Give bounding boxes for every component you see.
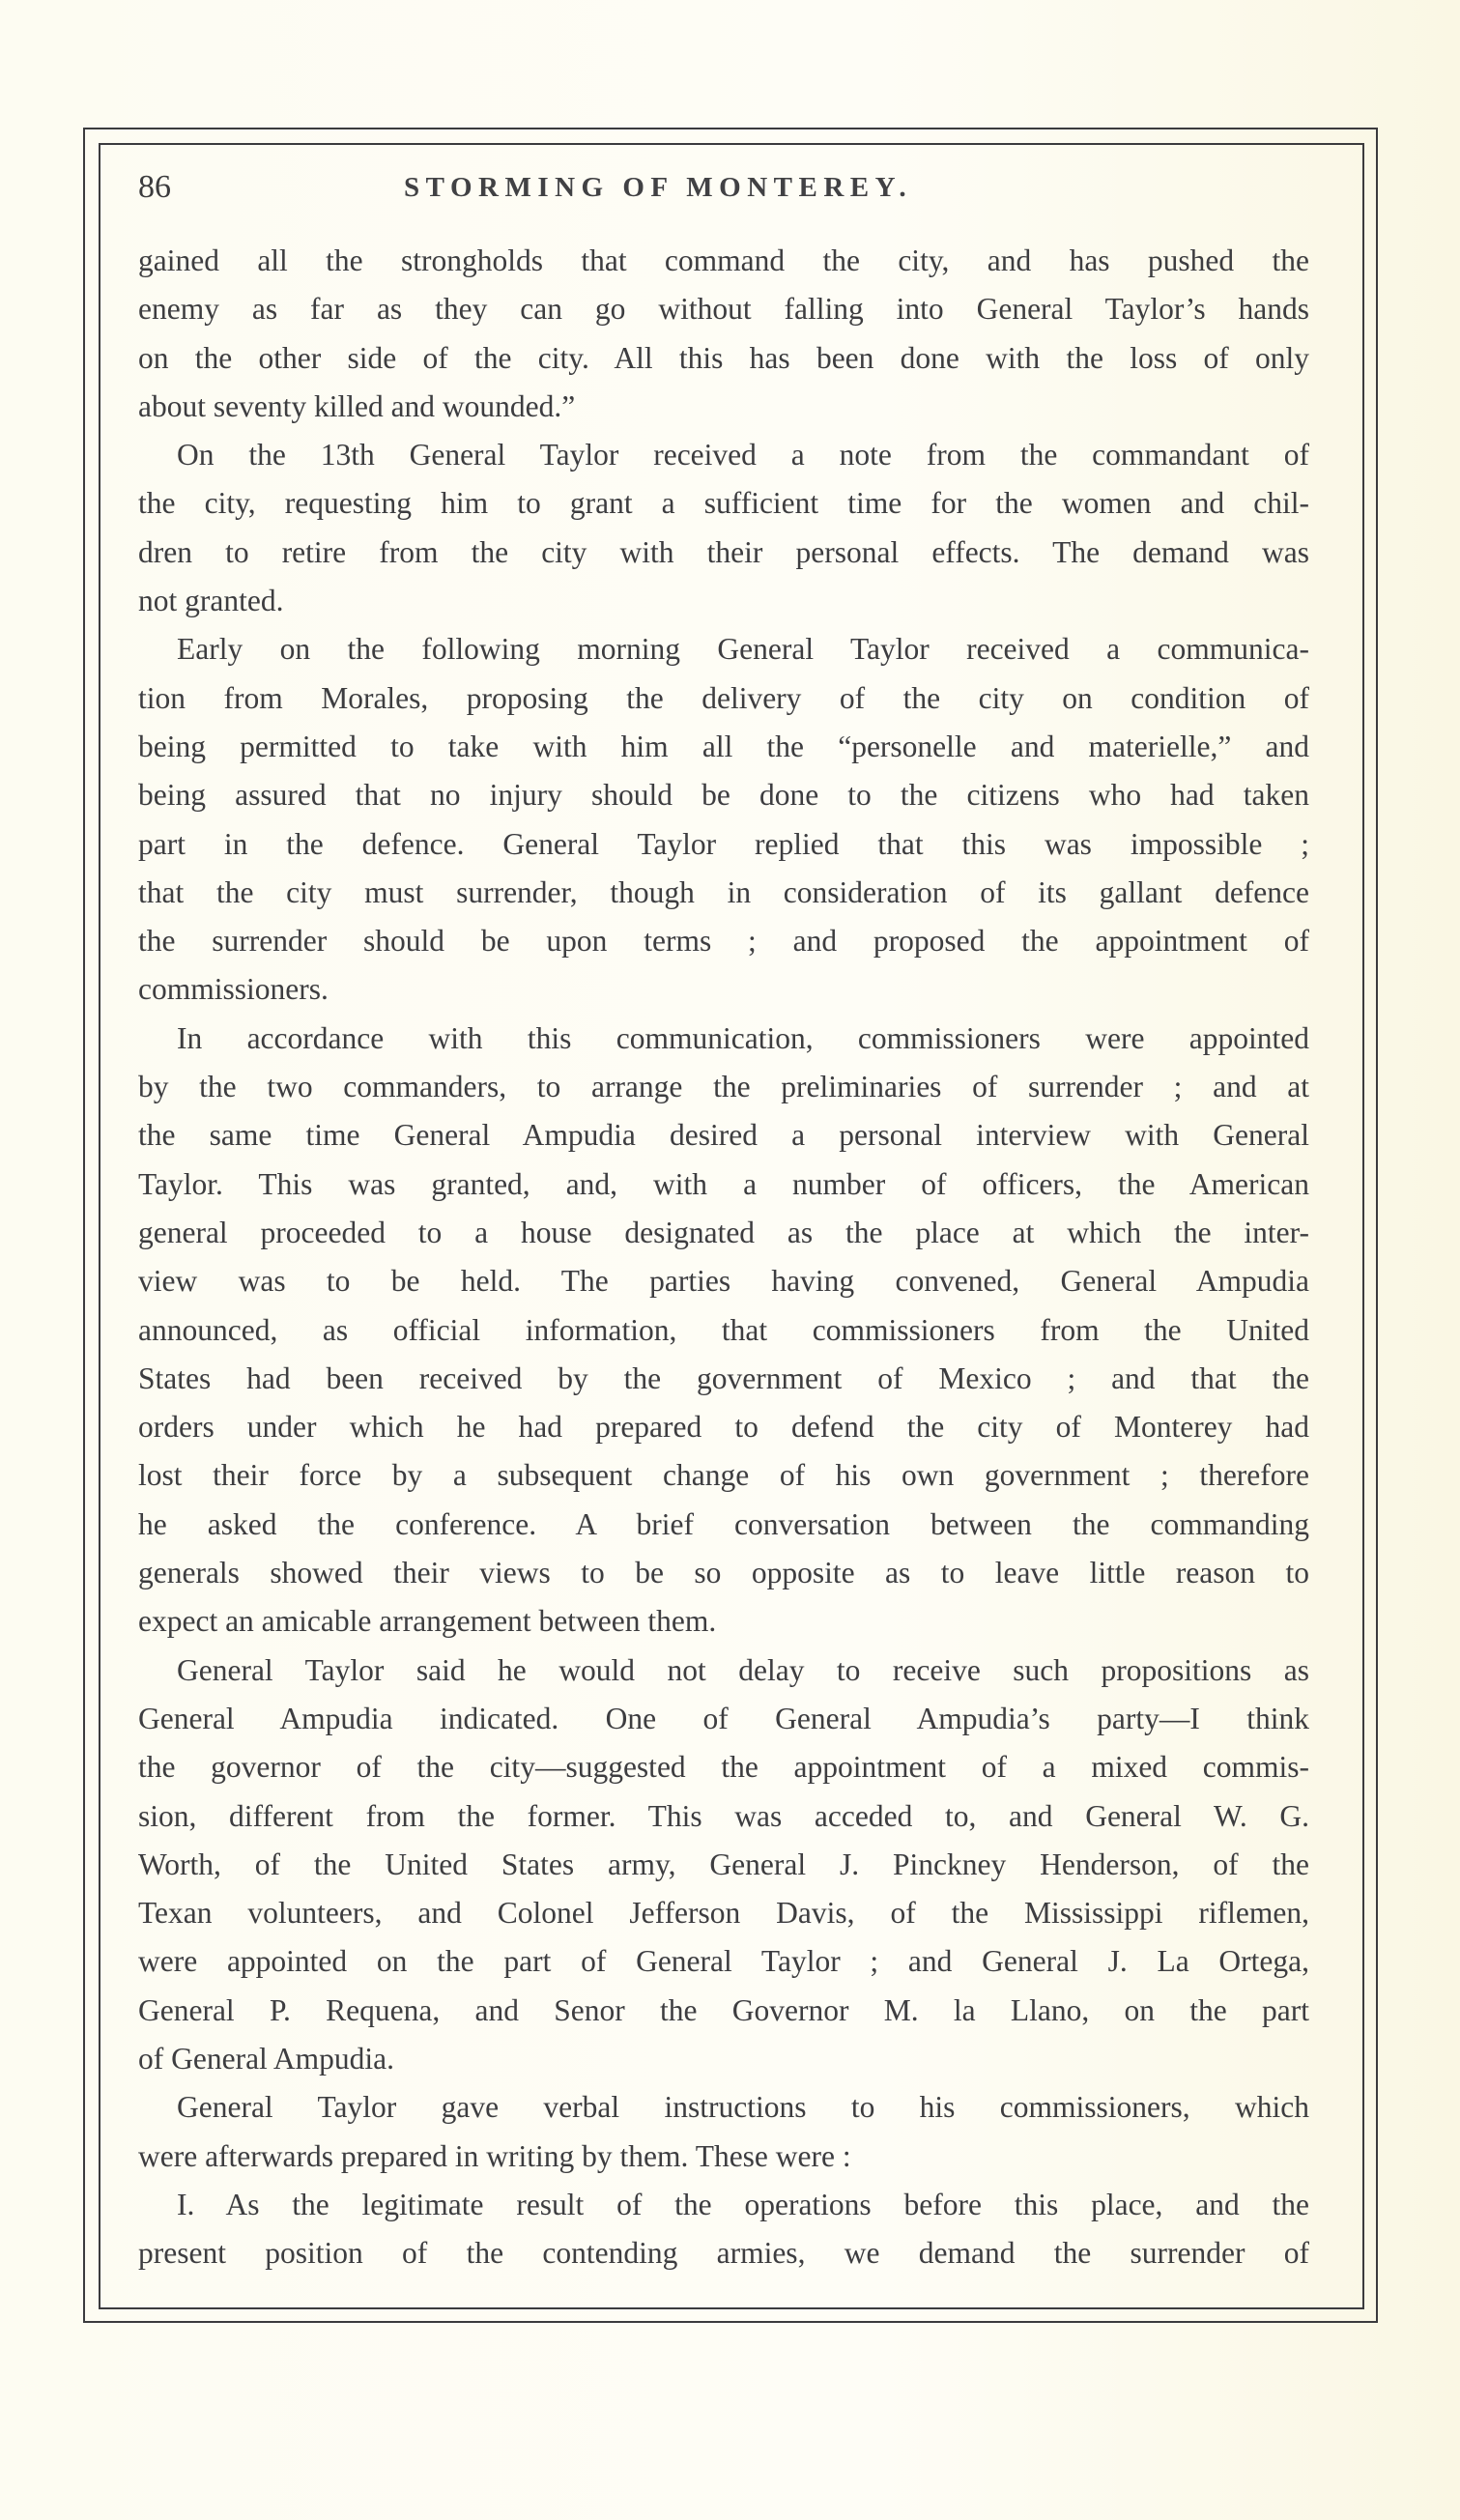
text-line: States had been received by the government of Mexico ; and that the (138, 1360, 1309, 1395)
text-line: part in the defence. General Taylor replied that this was impossible ; (138, 826, 1309, 861)
text-line: of General Ampudia. (138, 2041, 395, 2076)
text-line: I. As the legitimate result of the operations before this place, and the (177, 2187, 1309, 2221)
text-line: lost their force by a subsequent change of his own government ; therefore (138, 1458, 1309, 1493)
text-line: not granted. (138, 584, 284, 618)
text-line: General Taylor said he would not delay to receive such propositions as (177, 1652, 1309, 1687)
running-title: STORMING OF MONTEREY. (404, 172, 913, 203)
text-line: tion from Morales, proposing the delivery of the city on condition of (138, 680, 1309, 715)
text-line: were appointed on the part of General Taylor ; and General J. La Ortega, (138, 1944, 1309, 1979)
text-line: the same time General Ampudia desired a personal interview with General (138, 1118, 1309, 1153)
text-line: General P. Requena, and Senor the Governor M. la Llano, on the part (138, 1992, 1309, 2027)
text-line: generals showed their views to be so opposite as to leave little reason to (138, 1556, 1309, 1590)
text-line: general proceeded to a house designated as the place at which the inter- (138, 1215, 1309, 1249)
text-line: were afterwards prepared in writing by them. These were : (138, 2138, 851, 2173)
text-line: he asked the conference. A brief conversation between the commanding (138, 1506, 1309, 1541)
text-line: On the 13th General Taylor received a note from the commandant of (177, 438, 1309, 472)
running-head (138, 166, 1309, 209)
text-line: dren to retire from the city with their personal effects. The demand was (138, 534, 1309, 569)
page-number: 86 (138, 169, 171, 205)
text-line: Worth, of the United States army, General J. Pinckney Henderson, of the (138, 1847, 1309, 1881)
text-line: sion, different from the former. This was acceded to, and General W. G. (138, 1798, 1309, 1833)
text-line: commissioners. (138, 972, 329, 1007)
text-line: General Taylor gave verbal instructions to his commissioners, which (177, 2090, 1309, 2125)
text-line: orders under which he had prepared to defend the city of Monterey had (138, 1410, 1309, 1445)
text-line: being permitted to take with him all the “personelle and materielle,” and (138, 729, 1309, 763)
text-line: that the city must surrender, though in consideration of its gallant defence (138, 874, 1309, 909)
text-line: Texan volunteers, and Colonel Jefferson Davis, of the Mississippi riflemen, (138, 1896, 1309, 1931)
text-line: expect an amicable arrangement between them. (138, 1604, 717, 1639)
text-line: the governor of the city—suggested the appointment of a mixed commis- (138, 1750, 1309, 1785)
text-line: the city, requesting him to grant a sufficient time for the women and chil- (138, 486, 1309, 521)
text-line: Early on the following morning General Taylor received a communica- (177, 632, 1309, 667)
text-line: announced, as official information, that commissioners from the United (138, 1312, 1309, 1347)
text-line: the surrender should be upon terms ; and proposed the appointment of (138, 924, 1309, 959)
text-line: Taylor. This was granted, and, with a number of officers, the American (138, 1166, 1309, 1201)
text-line: view was to be held. The parties having convened, General Ampudia (138, 1264, 1309, 1299)
text-line: General Ampudia indicated. One of General Ampudia’s party—I think (138, 1701, 1309, 1735)
text-line: enemy as far as they can go without falling into General Taylor’s hands (138, 292, 1309, 327)
text-line: gained all the strongholds that command the city, and has pushed the (138, 243, 1309, 277)
text-line: on the other side of the city. All this has been done with the loss of only (138, 340, 1309, 375)
text-line: present position of the contending armies, we demand the surrender of (138, 2236, 1309, 2271)
body-text (138, 237, 1309, 2277)
text-line: being assured that no injury should be done to the citizens who had taken (138, 778, 1309, 813)
text-line: about seventy killed and wounded.” (138, 388, 576, 423)
text-line: In accordance with this communication, commissioners were appointed (177, 1020, 1309, 1055)
text-line: by the two commanders, to arrange the preliminaries of surrender ; and at (138, 1070, 1309, 1104)
